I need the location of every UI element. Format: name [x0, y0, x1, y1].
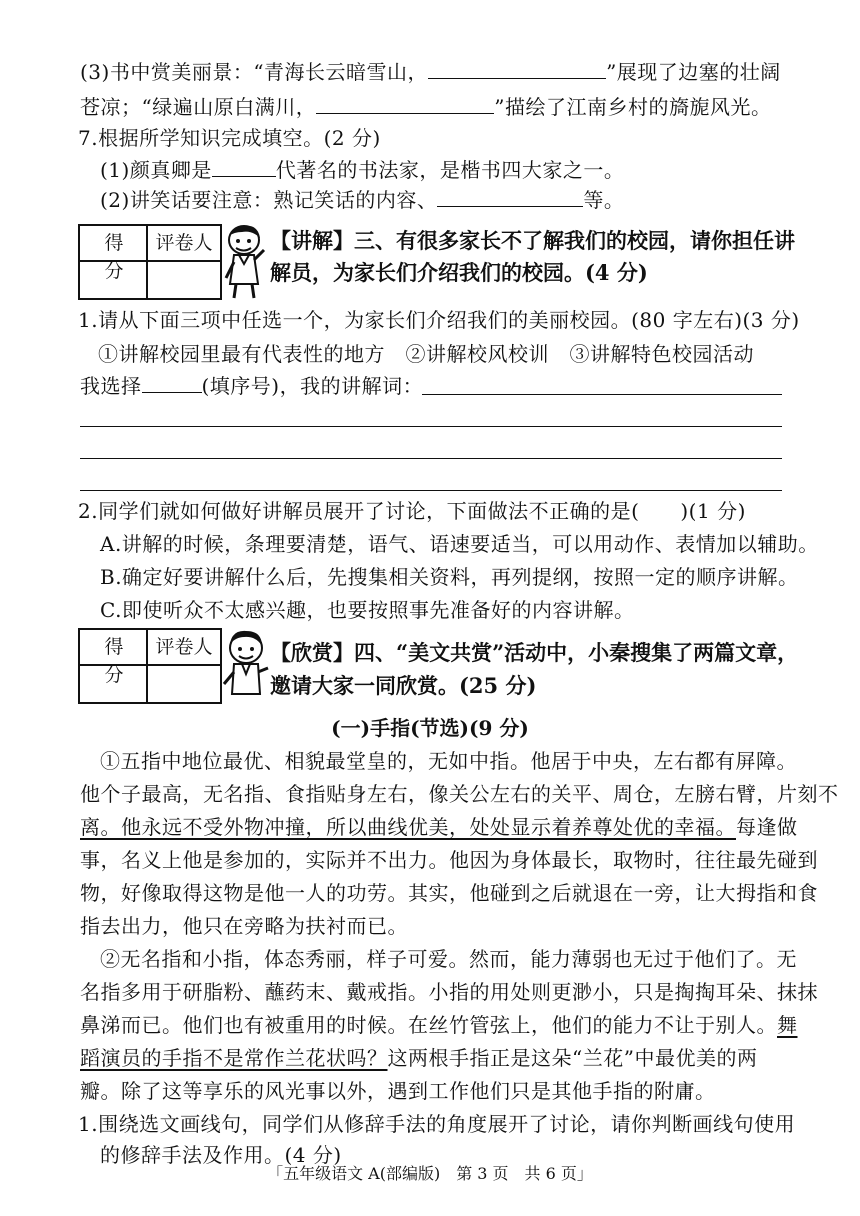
passage-subtitle: (一)手指(节选)(9 分) — [331, 716, 529, 740]
passage-p2-line5: 瓣。除了这等享乐的风光事以外，遇到工作他们只是其他手指的附庸。 — [80, 1079, 716, 1103]
passage-q1-line1: 1.围绕选文画线句，同学们从修辞手法的角度展开了讨论，请你判断画线句使用 — [78, 1112, 796, 1136]
passage-q1-line2: 的修辞手法及作用。(4 分) — [100, 1143, 342, 1167]
answer-line[interactable] — [80, 458, 782, 459]
s3-q2-option-b[interactable]: B.确定好要讲解什么后，先搜集相关资料，再列提纲，按照一定的顺序讲解。 — [100, 565, 799, 589]
underlined-sentence: 舞 — [777, 1013, 798, 1037]
passage-p1-line5: 物，好像取得这物是他一人的功劳。其实，他碰到之后就退在一旁，让大拇指和食 — [80, 881, 818, 905]
s3-q2-option-c[interactable]: C.即使听众不太感兴趣，也要按照事先准备好的内容讲解。 — [100, 598, 635, 622]
text: ”描绘了江南乡村的旖旎风光。 — [494, 95, 772, 119]
section4-heading-line2: 邀请大家一同欣赏。(25 分) — [270, 673, 537, 698]
grader-label: 评卷人 — [155, 636, 213, 658]
q6-item3-line2 — [80, 93, 771, 121]
passage-p1-line4: 事，名义上他是参加的，实际并不出力。他因为身体最长，取物时，往往最先碰到 — [80, 848, 818, 872]
passage-p1-line3 — [80, 813, 798, 841]
q7-item1 — [100, 156, 624, 184]
text: 鼻涕而已。他们也有被重用的时候。在丝竹管弦上，他们的能力不让于别人。 — [80, 1013, 777, 1037]
section3-heading-line1: 【讲解】三、有很多家长不了解我们的校园，请你担任讲 — [270, 228, 795, 253]
underlined-sentence: 蹈演员的手指不是常作兰花状吗？ — [80, 1046, 388, 1070]
grade-box-divider — [146, 630, 148, 702]
passage-p2-line4 — [80, 1044, 757, 1072]
grade-box — [78, 628, 222, 704]
grade-box-divider — [146, 226, 148, 298]
s3-q1-title: 1.请从下面三项中任选一个，为家长们介绍我们的美丽校园。(80 字左右)(3 分) — [78, 308, 800, 332]
text: 代著名的书法家，是楷书四大家之一。 — [275, 158, 625, 182]
answer-blank[interactable] — [428, 58, 606, 79]
s3-q1-options: ①讲解校园里最有代表性的地方 ②讲解校风校训 ③讲解特色校园活动 — [98, 342, 754, 366]
page-footer: 「五年级语文 A(部编版) 第 3 页 共 6 页」 — [267, 1164, 593, 1183]
answer-blank[interactable] — [316, 93, 494, 114]
q6-item3-line1 — [80, 58, 781, 86]
text: (填序号)，我的讲解词： — [201, 374, 424, 398]
answer-blank[interactable] — [212, 156, 276, 177]
student-mascot-icon — [222, 222, 268, 300]
answer-line[interactable] — [80, 426, 782, 427]
section3-heading-line2: 解员，为家长们介绍我们的校园。(4 分) — [270, 260, 648, 285]
text: 我选择 — [80, 374, 142, 398]
underlined-sentence: 离。他永远不受外物冲撞，所以曲线优美，处处显示着养尊处优的幸福。 — [80, 815, 736, 839]
passage-p1-line2: 他个子最高，无名指、食指贴身左右，像关公左右的关平、周仓，左膀右臂，片刻不 — [80, 782, 839, 806]
text: 苍凉；“绿遍山原白满川， — [80, 95, 317, 119]
text: (2)讲笑话要注意：熟记笑话的内容、 — [100, 188, 438, 212]
answer-line[interactable] — [422, 394, 782, 395]
section4-heading-line1: 【欣赏】四、“美文共赏”活动中，小秦搜集了两篇文章， — [270, 640, 799, 665]
passage-p2-line1: ②无名指和小指，体态秀丽，样子可爱。然而，能力薄弱也无过于他们了。无 — [100, 947, 797, 971]
answer-line[interactable] — [80, 490, 782, 491]
s3-q2-option-a[interactable]: A.讲解的时候，条理要清楚，语气、语速要适当，可以用动作、表情加以辅助。 — [100, 532, 819, 556]
text: (3)书中赏美丽景：“青海长云暗雪山， — [80, 60, 429, 84]
grader-label: 评卷人 — [155, 232, 213, 254]
choice-blank[interactable] — [142, 372, 202, 393]
text: ”展现了边塞的壮阔 — [606, 60, 781, 84]
s3-q1-choose — [80, 372, 423, 400]
score-label: 得 分 — [104, 636, 143, 686]
text: (1)颜真卿是 — [100, 158, 212, 182]
presenter-mascot-icon — [222, 628, 270, 702]
score-label: 得 分 — [104, 232, 143, 282]
text: 等。 — [583, 188, 625, 212]
text: 每逢做 — [736, 815, 798, 839]
text: 这两根手指正是这朵“兰花”中最优美的两 — [387, 1046, 758, 1070]
passage-p2-line2: 名指多用于研脂粉、蘸药末、戴戒指。小指的用处则更渺小，只是掏掏耳朵、抹抹 — [80, 980, 818, 1004]
answer-blank[interactable] — [437, 186, 583, 207]
q7-item2 — [100, 186, 624, 214]
passage-p2-line3 — [80, 1011, 798, 1039]
passage-p1-line6: 指去出力，他只在旁略为扶衬而已。 — [80, 914, 408, 938]
passage-p1-line1: ①五指中地位最优、相貌最堂皇的，无如中指。他居于中央，左右都有屏障。 — [100, 749, 797, 773]
s3-q2-title: 2.同学们就如何做好讲解员展开了讨论，下面做法不正确的是( )(1 分) — [78, 499, 746, 523]
q7-title: 7.根据所学知识完成填空。(2 分) — [78, 126, 381, 150]
grade-box — [78, 224, 222, 300]
